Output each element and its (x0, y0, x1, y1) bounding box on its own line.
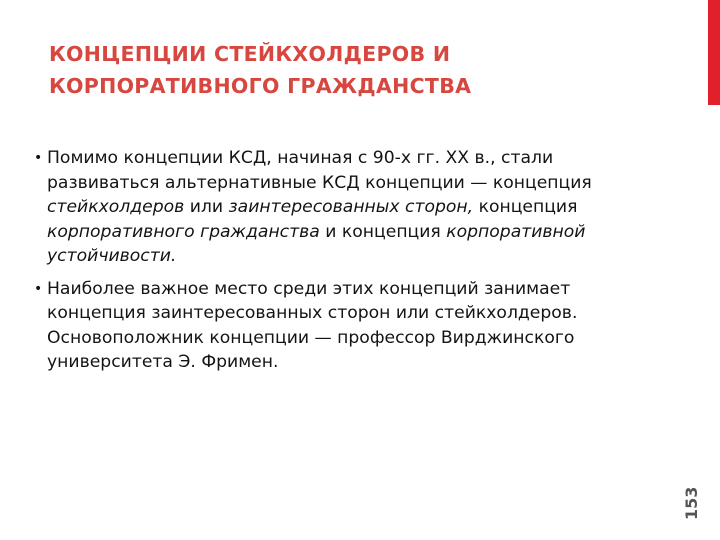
bullet-text (47, 148, 592, 266)
bullet-marker: • (34, 280, 43, 297)
emphasis-interested-parties: заинтересованных сторон, (228, 197, 474, 217)
emphasis-stakeholders: стейкхолдеров (47, 197, 185, 217)
text-segment: Помимо концепции КСД, начиная с 90-х гг. ХХ в., стали развиваться альтернативные КСД концепции — концепция (47, 148, 592, 193)
title-line-2: КОРПОРАТИВНОГО ГРАЖДАНСТВА (49, 74, 472, 98)
accent-bar (708, 0, 720, 105)
bullet-text (47, 279, 577, 373)
emphasis-corporate-citizenship: корпоративного гражданства (47, 221, 320, 242)
bullet-marker: • (34, 150, 43, 166)
bullet-item (34, 146, 654, 269)
bullet-item (34, 277, 654, 375)
page-number: 153 (682, 486, 701, 520)
emphasis-corporate-sustainability: корпоративной устойчивости. (47, 221, 586, 266)
slide-title (49, 38, 689, 102)
text-segment: и концепция (319, 221, 447, 242)
text-segment: или (184, 197, 229, 217)
bullet-list (34, 146, 654, 383)
text-segment: концепция (473, 197, 578, 217)
text-segment: Наиболее важное место среди этих концепций занимает концепция заинтересованных сторон или стейкхолдеров. Основоположник концепции — профессор Вирджинского университета Э. Фримен. (47, 278, 578, 372)
title-line-1: КОНЦЕПЦИИ СТЕЙКХОЛДЕРОВ И (49, 42, 451, 66)
